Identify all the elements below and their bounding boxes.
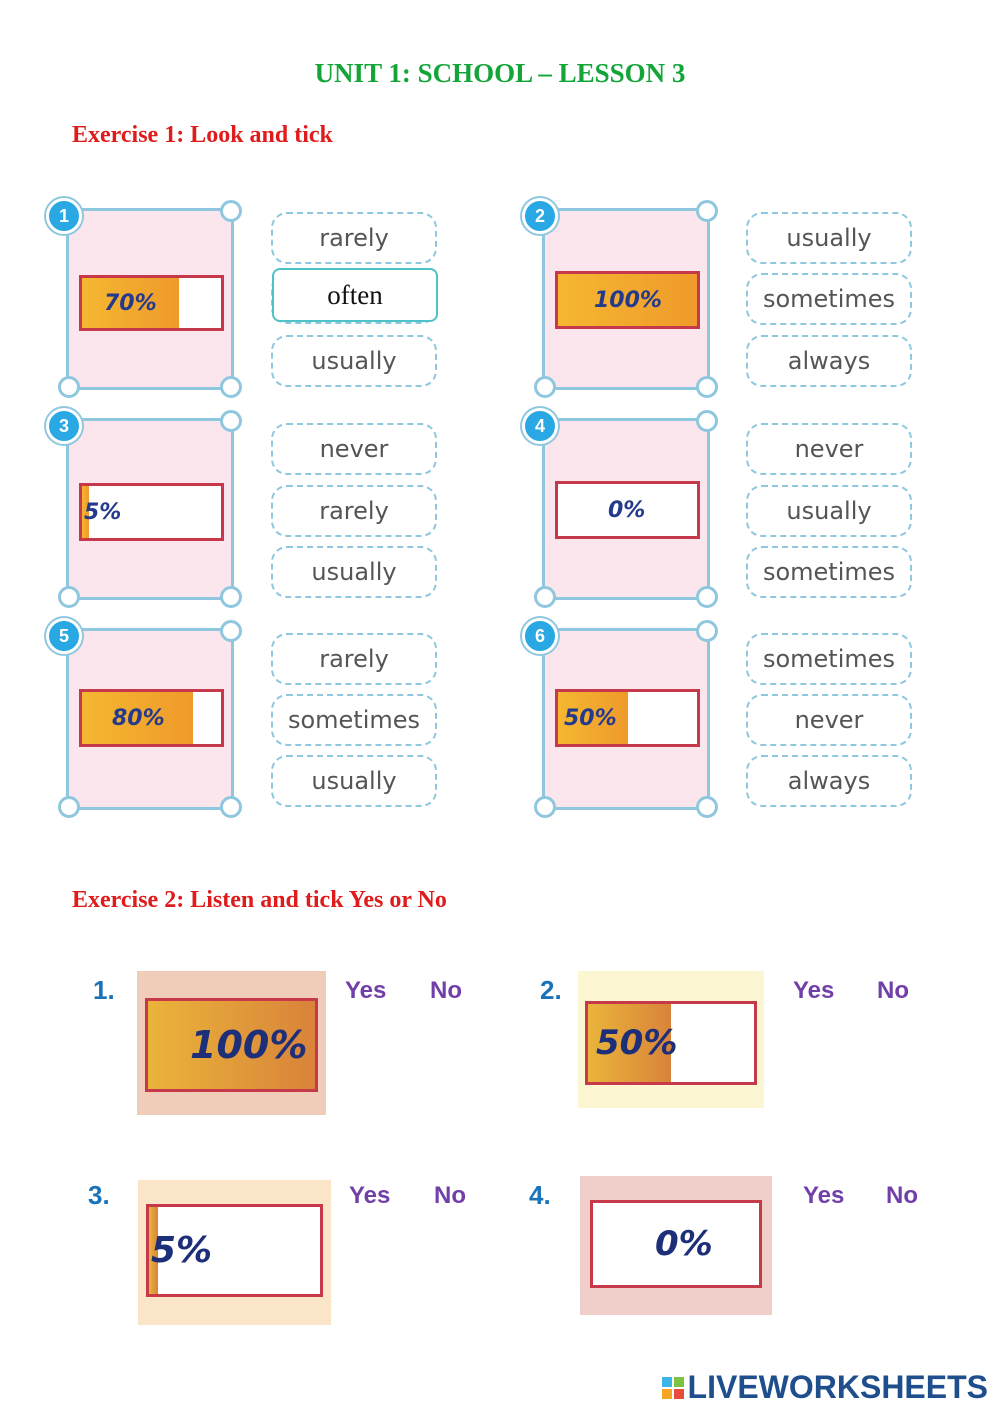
option-box[interactable]: never [271,423,437,475]
yes-option[interactable]: Yes [793,977,835,1004]
ex1-card [542,628,710,810]
option-box[interactable]: rarely [271,485,437,537]
option-box[interactable]: usually [271,335,437,387]
bar-percent: 50% [564,705,617,731]
answer-input[interactable]: often [272,268,438,322]
item-number-badge: 3 [46,408,82,444]
option-box[interactable]: sometimes [746,546,912,598]
bar-percent: 80% [112,705,165,731]
ex1-card [66,418,234,600]
frequency-bar [555,271,700,329]
item-number: 1. [93,975,115,1005]
brand-name: LIVEWORKSHEETS [687,1369,988,1405]
bar-percent: 0% [608,497,646,523]
item-number-badge: 6 [522,618,558,654]
bar-background [137,971,326,1115]
frequency-bar [146,1204,323,1297]
frequency-bar [555,481,700,539]
frequency-bar [555,689,700,747]
item-number: 3. [88,1180,110,1210]
option-box[interactable]: sometimes [746,273,912,325]
option-box[interactable]: never [746,694,912,746]
bar-percent: 0% [655,1224,713,1264]
frequency-bar [145,998,318,1092]
option-box[interactable]: rarely [271,633,437,685]
bar-percent: 70% [104,290,157,316]
ex1-card [542,208,710,390]
yes-option[interactable]: Yes [349,1182,391,1209]
option-box[interactable]: always [746,335,912,387]
no-option[interactable]: No [434,1182,466,1209]
item-number: 2. [540,975,562,1005]
yes-option[interactable]: Yes [803,1182,845,1209]
option-box[interactable]: usually [746,212,912,264]
frequency-bar [585,1001,757,1085]
no-option[interactable]: No [886,1182,918,1209]
ex1-card [542,418,710,600]
bar-background [138,1180,331,1325]
item-number-badge: 4 [522,408,558,444]
bar-percent: 100% [190,1023,308,1067]
item-number-badge: 1 [46,198,82,234]
option-box[interactable]: usually [271,546,437,598]
ex1-card [66,628,234,810]
yes-option[interactable]: Yes [345,977,387,1004]
page-title: UNIT 1: SCHOOL – LESSON 3 [314,58,686,88]
item-number-badge: 2 [522,198,558,234]
option-box[interactable]: always [746,755,912,807]
logo-grid-icon [662,1377,684,1399]
option-box[interactable]: usually [746,485,912,537]
option-box[interactable]: never [746,423,912,475]
bar-percent: 5% [151,1230,213,1271]
liveworksheets-logo[interactable] [662,1369,988,1406]
item-number-badge: 5 [46,618,82,654]
frequency-bar [79,483,224,541]
frequency-bar [79,275,224,331]
no-option[interactable]: No [877,977,909,1004]
exercise1-heading: Exercise 1: Look and tick [72,122,333,148]
frequency-bar [79,689,224,747]
option-box[interactable]: sometimes [271,694,437,746]
bar-percent: 100% [594,287,662,313]
option-box[interactable]: usually [271,755,437,807]
bar-background [580,1176,772,1315]
option-box[interactable]: rarely [271,212,437,264]
item-number: 4. [529,1180,551,1210]
bar-percent: 50% [596,1023,678,1063]
ex1-card [66,208,234,390]
exercise2-heading: Exercise 2: Listen and tick Yes or No [72,887,447,913]
option-box[interactable]: sometimes [746,633,912,685]
no-option[interactable]: No [430,977,462,1004]
bar-percent: 5% [84,499,122,525]
bar-background [578,971,764,1108]
frequency-bar [590,1200,762,1288]
